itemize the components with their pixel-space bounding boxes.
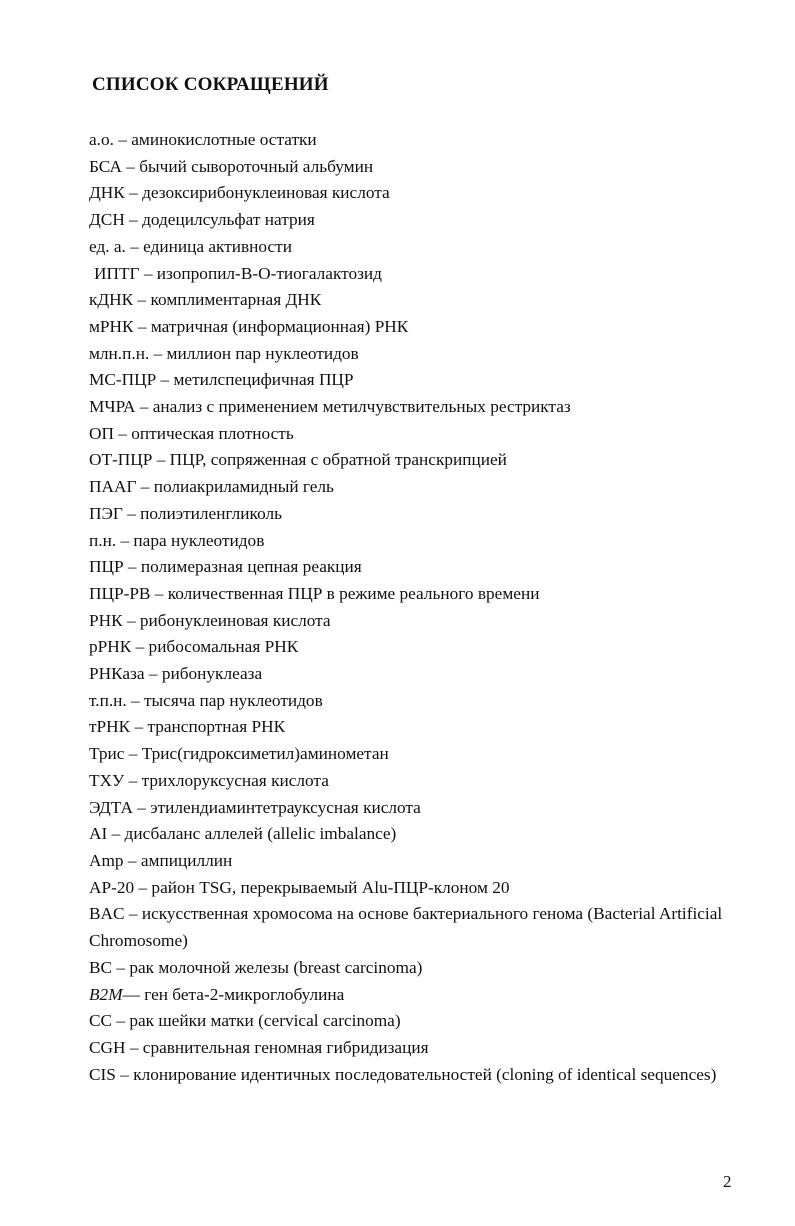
abbreviation-term: ед. а. [89, 236, 126, 256]
abbreviation-entry [89, 608, 739, 635]
abbreviation-term: CC [89, 1011, 113, 1031]
abbreviation-term: т.п.н. [89, 690, 127, 710]
entry-separator: – [107, 824, 125, 844]
abbreviation-definition: ампициллин [140, 850, 233, 870]
abbreviation-definition: транспортная РНК [147, 717, 286, 737]
abbreviation-entry [89, 234, 739, 261]
entry-separator: – [144, 664, 162, 684]
entry-separator: – [149, 343, 167, 363]
abbreviation-entry [89, 982, 739, 1009]
page-number: 2 [723, 1172, 732, 1191]
abbreviation-entry [89, 154, 739, 181]
abbreviation-term: п.н. [89, 530, 117, 550]
entry-separator: – [113, 423, 132, 443]
entry-separator: – [123, 557, 141, 577]
abbreviation-definition: полиэтиленгликоль [140, 503, 282, 523]
abbreviation-definition: тысяча пар нуклеотидов [144, 690, 323, 710]
entry-separator: – [124, 904, 142, 924]
abbreviation-term: BAC [89, 904, 125, 924]
abbreviation-entry [89, 180, 739, 207]
abbreviation-entry [89, 901, 739, 954]
abbreviation-entry [89, 1008, 739, 1035]
abbreviation-entry [89, 848, 739, 875]
abbreviation-definition: рибонуклеиновая кислота [139, 610, 331, 630]
abbreviation-definition: дезоксирибонуклеиновая кислота [142, 183, 390, 203]
entry-separator: – [115, 1064, 134, 1084]
abbreviation-definition: рибосомальная РНК [148, 637, 299, 657]
abbreviation-definition: оптическая плотность [131, 423, 294, 443]
abbreviation-definition: полимеразная цепная реакция [140, 557, 362, 577]
entry-separator: – [122, 610, 140, 630]
entry-separator: – [122, 503, 141, 523]
abbreviation-term: ПЭГ [89, 503, 123, 523]
abbreviation-definition: район TSG, перекрываемый Alu-ПЦР-клоном 20 [151, 877, 510, 897]
abbreviation-entry [89, 127, 739, 154]
abbreviation-definition: метилспецифичная ПЦР [173, 370, 354, 390]
entry-separator: – [121, 156, 140, 176]
abbreviation-entry [89, 421, 739, 448]
abbreviation-definition: искусственная хромосома на основе бактериального генома (Bacterial Artificial Chromosome) [89, 904, 723, 951]
entry-separator: – [152, 450, 170, 470]
abbreviation-term: ДСН [89, 210, 125, 230]
abbreviation-entry [89, 261, 739, 288]
abbreviation-definition: миллион пар нуклеотидов [166, 343, 359, 363]
abbreviation-term: ДНК [89, 183, 125, 203]
abbreviation-term: РНКаза [89, 664, 145, 684]
abbreviation-entry [89, 207, 739, 234]
entry-separator: – [124, 210, 143, 230]
abbreviation-entry [89, 528, 739, 555]
abbreviation-definition: рибонуклеаза [161, 664, 263, 684]
entry-separator: – [116, 530, 134, 550]
abbreviation-entry [89, 287, 739, 314]
entry-separator: – [124, 183, 143, 203]
abbreviation-term: РНК [89, 610, 123, 630]
abbreviation-entry [89, 341, 739, 368]
abbreviation-term: AI [89, 824, 108, 844]
abbreviation-definition: дисбаланс аллелей (allelic imbalance) [124, 824, 397, 844]
entry-separator: – [125, 236, 144, 256]
abbreviation-term: AP-20 [89, 877, 135, 897]
entry-separator: – [112, 1011, 130, 1031]
abbreviation-term: ПЦР [89, 557, 124, 577]
abbreviation-definition: Трис(гидроксиметил)аминометан [141, 744, 389, 764]
abbreviation-entry [89, 554, 739, 581]
abbreviation-term: ОТ-ПЦР [89, 450, 153, 470]
entry-separator: – [125, 1037, 143, 1057]
entry-separator: – [124, 744, 142, 764]
abbreviation-entry [89, 394, 739, 421]
entry-separator: — [122, 984, 145, 1004]
entry-separator: – [132, 797, 151, 817]
abbreviation-term: ПААГ [89, 477, 137, 497]
entry-separator: – [124, 770, 142, 790]
abbreviation-entry [89, 714, 739, 741]
entry-separator: – [126, 690, 144, 710]
abbreviation-term: рРНК [89, 637, 132, 657]
abbreviation-definition: трихлоруксусная кислота [141, 770, 329, 790]
entry-separator: – [134, 877, 152, 897]
abbreviation-entry [89, 314, 739, 341]
abbreviation-entry [89, 1062, 739, 1089]
abbreviation-term: ОП [89, 423, 114, 443]
abbreviation-entry [89, 795, 739, 822]
abbreviation-entry [89, 501, 739, 528]
entry-separator: – [135, 397, 153, 417]
abbreviation-term: BC [89, 957, 113, 977]
abbreviation-definition: комплиментарная ДНК [150, 290, 322, 310]
abbreviation-term: а.о. [89, 130, 114, 149]
entry-separator: – [130, 717, 148, 737]
abbreviation-definition: анализ с применением метилчувствительных рестриктаз [152, 397, 571, 417]
abbreviation-term: мРНК [89, 316, 134, 336]
abbreviation-definition: пара нуклеотидов [133, 530, 265, 550]
page-title: СПИСОК СОКРАЩЕНИЙ [92, 74, 329, 95]
entry-separator: – [131, 637, 149, 657]
entry-separator: – [133, 316, 151, 336]
entry-separator: – [113, 130, 132, 149]
abbreviation-term: МЧРА [89, 397, 136, 417]
abbreviation-entry [89, 661, 739, 688]
abbreviation-definition: додецилсульфат натрия [142, 210, 315, 230]
abbreviation-list [89, 127, 739, 1088]
entry-separator: – [112, 957, 130, 977]
abbreviation-entry [89, 688, 739, 715]
abbreviation-entry [89, 634, 739, 661]
abbreviation-term: кДНК [89, 290, 134, 310]
abbreviation-entry [89, 581, 739, 608]
abbreviation-term: тРНК [89, 717, 131, 737]
abbreviation-entry [89, 955, 739, 982]
abbreviation-definition: рак молочной железы (breast carcinoma) [129, 957, 423, 977]
abbreviation-entry [89, 1035, 739, 1062]
abbreviation-definition: этилендиаминтетрауксусная кислота [150, 797, 421, 817]
abbreviation-term: Трис [89, 744, 125, 764]
abbreviation-term: ЭДТА [89, 797, 133, 817]
abbreviation-definition: аминокислотные остатки [131, 130, 317, 149]
abbreviation-definition: матричная (информационная) РНК [150, 316, 409, 336]
abbreviation-definition: ген бета-2-микроглобулина [144, 984, 345, 1004]
entry-separator: – [139, 263, 157, 283]
abbreviation-term: CGH [89, 1037, 126, 1057]
abbreviation-definition: ПЦР, сопряженная с обратной транскрипцией [169, 450, 507, 470]
abbreviation-term: МС-ПЦР [89, 370, 157, 390]
entry-separator: – [133, 290, 151, 310]
entry-separator: – [123, 850, 141, 870]
abbreviation-entry [89, 768, 739, 795]
abbreviation-definition: полиакриламидный гель [153, 477, 334, 497]
entry-separator: – [156, 370, 174, 390]
abbreviation-entry [89, 741, 739, 768]
abbreviation-term: ИПТГ [94, 263, 140, 283]
abbreviation-term: ПЦР-РВ [89, 583, 151, 603]
abbreviation-entry [89, 367, 739, 394]
abbreviation-term: CIS [89, 1064, 116, 1084]
abbreviation-term: млн.п.н. [89, 343, 150, 363]
abbreviation-definition: сравнительная геномная гибридизация [142, 1037, 429, 1057]
abbreviation-term: B2M [89, 984, 123, 1004]
abbreviation-definition: бычий сывороточный альбумин [139, 156, 374, 176]
abbreviation-definition: единица активности [143, 236, 292, 256]
abbreviation-definition: количественная ПЦР в режиме реального времени [167, 583, 540, 603]
abbreviation-entry [89, 474, 739, 501]
entry-separator: – [150, 583, 168, 603]
abbreviation-entry [89, 875, 739, 902]
abbreviation-definition: клонирование идентичных последовательностей (cloning of identical sequences) [133, 1064, 717, 1084]
abbreviation-term: Amp [89, 850, 124, 870]
entry-separator: – [136, 477, 154, 497]
abbreviation-definition: рак шейки матки (cervical carcinoma) [129, 1011, 401, 1031]
abbreviation-definition: изопропил-B-O-тиогалактозид [156, 263, 382, 283]
abbreviation-entry [89, 821, 739, 848]
abbreviation-term: БСА [89, 156, 122, 176]
abbreviation-term: ТХУ [89, 770, 125, 790]
abbreviation-entry [89, 447, 739, 474]
